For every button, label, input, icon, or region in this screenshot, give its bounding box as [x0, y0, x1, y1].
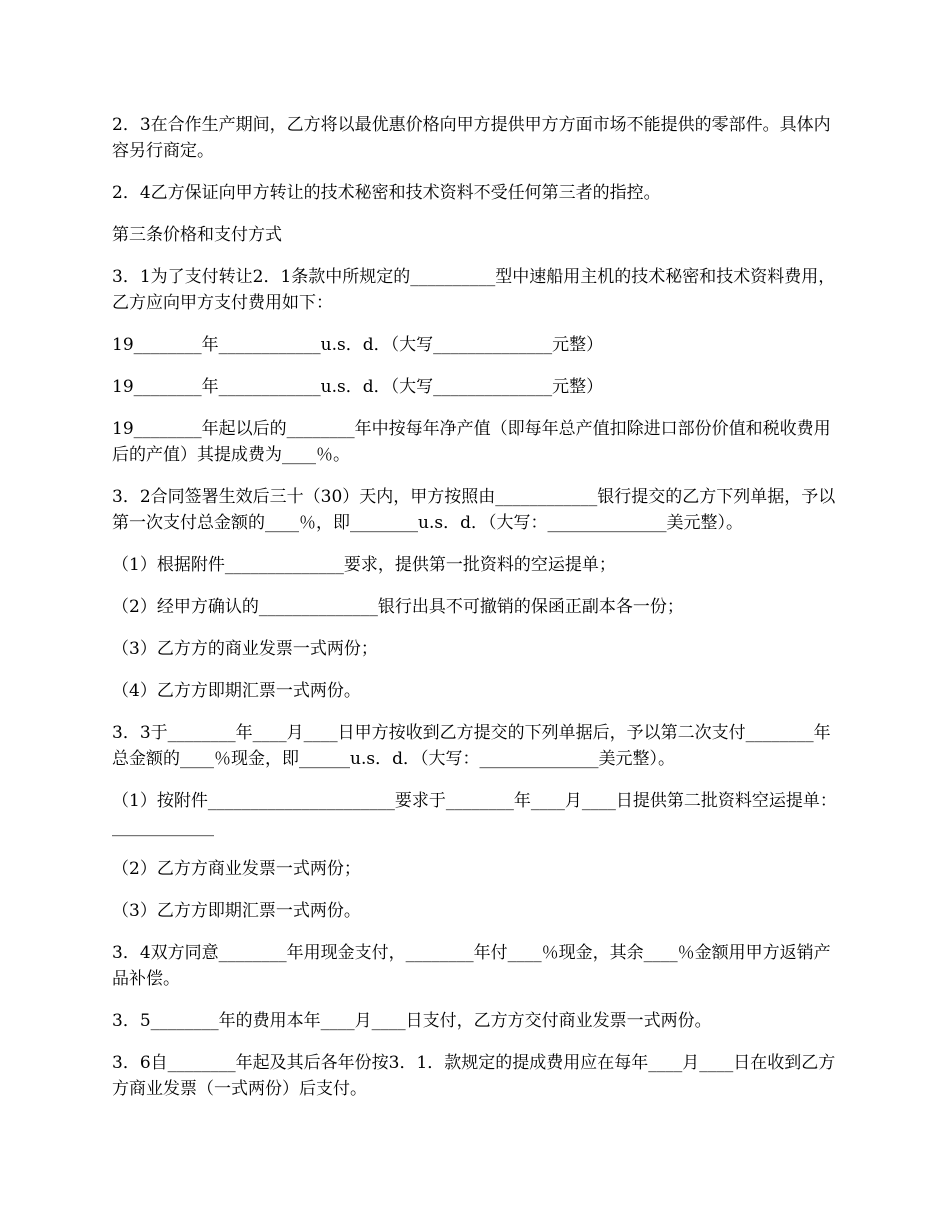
article-3-heading: 第三条价格和支付方式 [112, 225, 282, 245]
clause-3-5: 3．5________年的费用本年____月____日支付，乙方方交付商业发票一式两份。 [112, 1011, 712, 1031]
clause-3-4: 3．4双方同意________年用现金支付，________年付____％现金，其余____％金额用甲方返销产品补偿。 [112, 943, 831, 989]
clause-3-1: 3．1为了支付转让2．1条款中所规定的__________型中速船用主机的技术秘密和技术资料费用，乙方应向甲方支付费用如下： [112, 267, 836, 313]
clause-3-2-item-1: （1）根据附件______________要求，提供第一批资料的空运提单； [112, 555, 616, 575]
clause-3-3-item-1: （1）按附件______________________要求于________年____月____日提供第二批资料空运提单：____________ [112, 791, 837, 837]
clause-3-3: 3．3于________年____月____日甲方按收到乙方提交的下列单据后，予以第二次支付________年总金额的____％现金，即______u.s．d．（大写：______________美元整）。 [112, 723, 831, 769]
payment-line-1: 19________年____________u.s．d．（大写______________元整） [112, 335, 604, 355]
clause-2-4: 2．4乙方保证向甲方转让的技术秘密和技术资料不受任何第三者的指控。 [112, 183, 661, 203]
clause-3-2-item-4: （4）乙方方即期汇票一式两份。 [112, 681, 361, 701]
clause-3-6: 3．6自________年起及其后各年份按3．1．款规定的提成费用应在每年____月____日在收到乙方方商业发票（一式两份）后支付。 [112, 1053, 836, 1099]
clause-3-3-item-2: （2）乙方方商业发票一式两份； [112, 859, 361, 879]
clause-3-2-item-3: （3）乙方方的商业发票一式两份； [112, 639, 378, 659]
clause-3-3-item-3: （3）乙方方即期汇票一式两份。 [112, 901, 361, 921]
document-page [112, 112, 842, 1118]
payment-line-2: 19________年____________u.s．d．（大写______________元整） [112, 377, 604, 397]
clause-3-2: 3．2合同签署生效后三十（30）天内，甲方按照由____________银行提交的乙方下列单据，予以第一次支付总金额的____％，即________u.s．d．（大写：______________美元整）。 [112, 487, 836, 533]
clause-2-3: 2．3在合作生产期间，乙方将以最优惠价格向甲方提供甲方方面市场不能提供的零部件。具体内容另行商定。 [112, 115, 831, 161]
clause-3-2-item-2: （2）经甲方确认的______________银行出具不可撤销的保函正副本各一份； [112, 597, 684, 617]
royalty-line: 19________年起以后的________年中按每年净产值（即每年总产值扣除进口部份价值和税收费用后的产值）其提成费为____％。 [112, 419, 831, 465]
